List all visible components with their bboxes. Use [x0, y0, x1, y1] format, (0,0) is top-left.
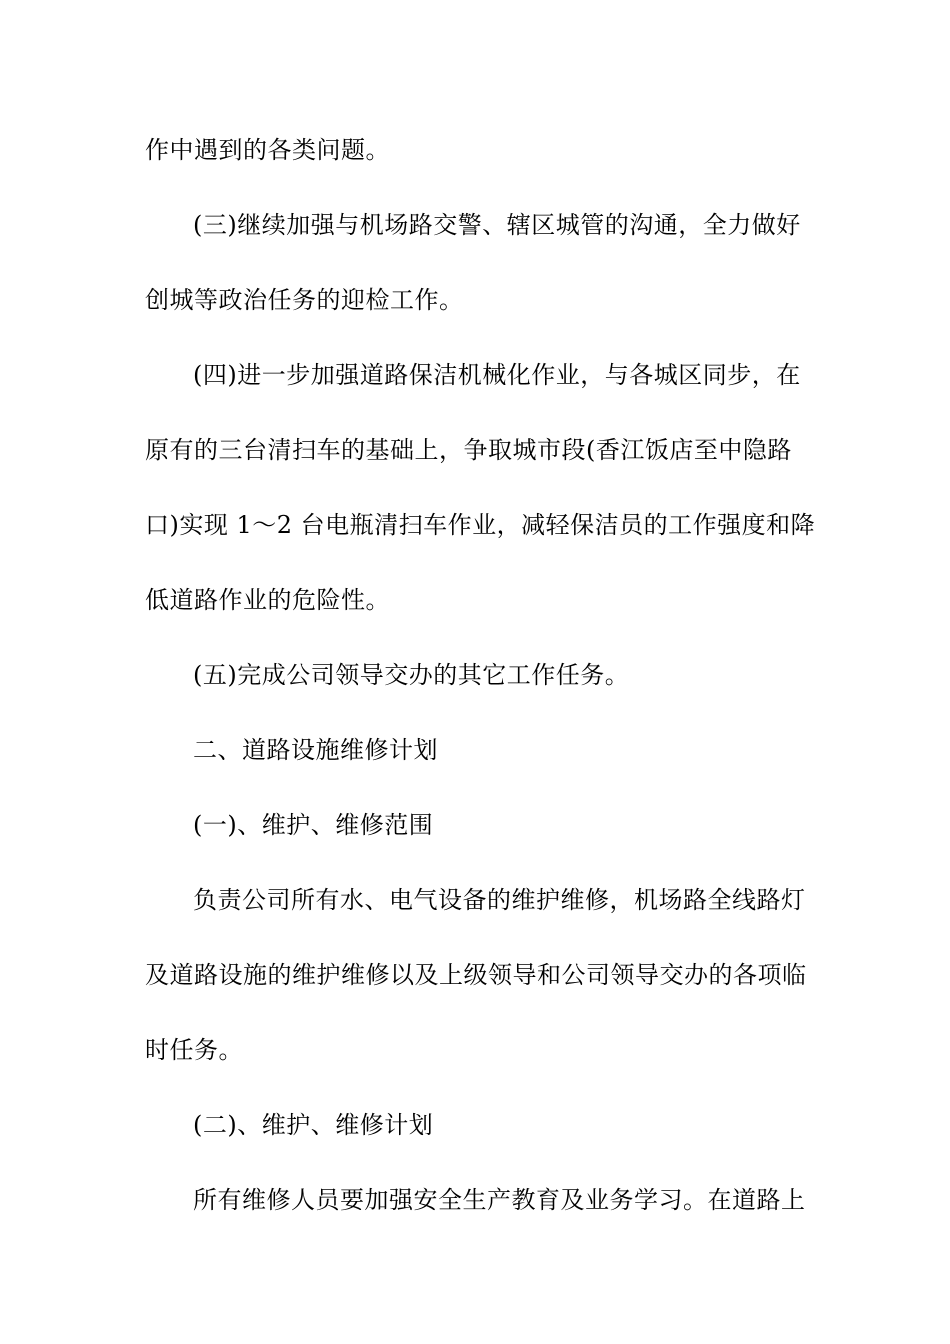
paragraph-line-12: 及道路设施的维护维修以及上级领导和公司领导交办的各项临 — [145, 961, 807, 989]
subsection-heading-2: (二)、维护、维修计划 — [193, 1111, 434, 1139]
paragraph-line-3: 创城等政治任务的迎检工作。 — [145, 286, 464, 314]
paragraph-line-5: 原有的三台清扫车的基础上，争取城市段(香江饭店至中隐路 — [145, 436, 792, 464]
paragraph-line-13: 时任务。 — [145, 1036, 243, 1064]
paragraph-line-4: (四)进一步加强道路保洁机械化作业，与各城区同步，在 — [193, 361, 801, 389]
paragraph-line-15: 所有维修人员要加强安全生产教育及业务学习。在道路上 — [193, 1186, 806, 1214]
paragraph-line-1: 作中遇到的各类问题。 — [145, 136, 390, 164]
subsection-heading-1: (一)、维护、维修范围 — [193, 811, 434, 839]
paragraph-line-7: 低道路作业的危险性。 — [145, 586, 390, 614]
paragraph-line-8: (五)完成公司领导交办的其它工作任务。 — [193, 661, 630, 689]
section-heading: 二、道路设施维修计划 — [193, 736, 438, 764]
paragraph-line-11: 负责公司所有水、电气设备的维护维修，机场路全线路灯 — [193, 886, 806, 914]
paragraph-line-2: (三)继续加强与机场路交警、辖区城管的沟通，全力做好 — [193, 211, 801, 239]
paragraph-line-6: 口)实现 1～2 台电瓶清扫车作业，减轻保洁员的工作强度和降 — [145, 511, 816, 539]
